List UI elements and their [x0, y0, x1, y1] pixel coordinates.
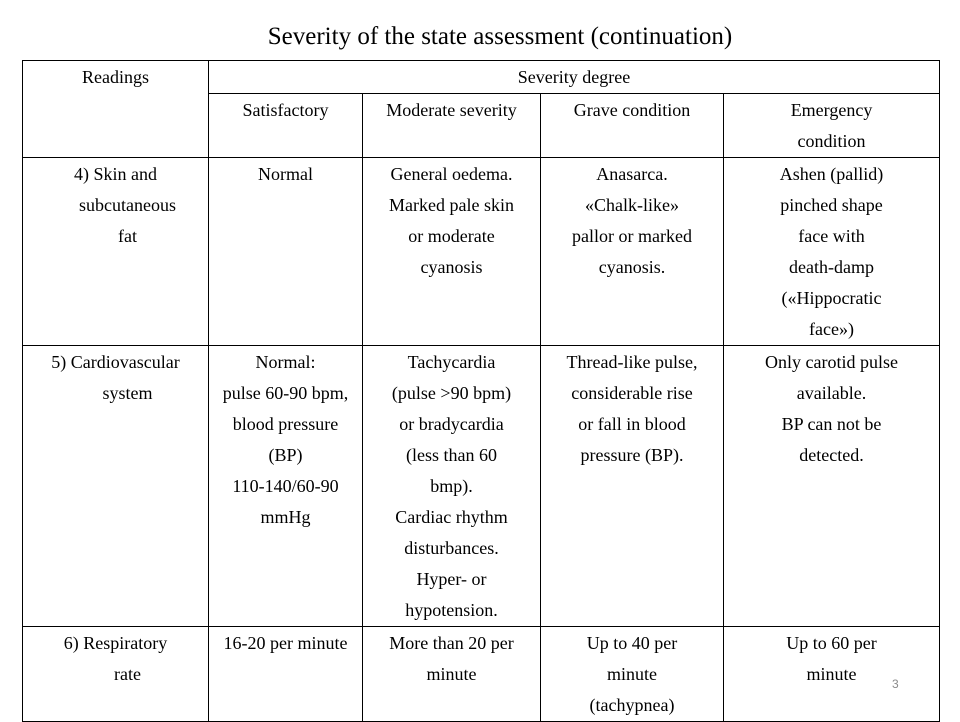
severity-degree-header: Severity degree [209, 61, 940, 94]
cell-moderate: More than 20 per minute [363, 627, 541, 722]
cell-emergency: Up to 60 per minute [724, 627, 940, 722]
row-label-cardiovascular [23, 346, 209, 627]
cell-satisfactory: 16-20 per minute [209, 627, 363, 722]
cell-moderate: General oedema. Marked pale skin or moderate cyanosis [363, 158, 541, 346]
table-row [23, 627, 940, 722]
row-label-respiratory [23, 627, 209, 722]
cell-moderate: Tachycardia (pulse >90 bpm) or bradycardia (less than 60 bmp). Cardiac rhythm disturbances. Hyper- or hypotension. [363, 346, 541, 627]
table-row [23, 158, 940, 346]
cell-emergency: Only carotid pulse available. BP can not be detected. [724, 346, 940, 627]
slide-title: Severity of the state assessment (continuation) [267, 23, 733, 50]
col-header-moderate: Moderate severity [363, 94, 541, 158]
cell-grave: Anasarca. «Chalk-like» pallor or marked cyanosis. [541, 158, 724, 346]
row-label-first-line: 6) Respiratory [63, 633, 168, 653]
severity-table [22, 60, 940, 722]
col-header-emergency: Emergency condition [724, 94, 940, 158]
cell-emergency: Ashen (pallid) pinched shape face with death-damp («Hippocratic face») [724, 158, 940, 346]
cell-grave: Thread-like pulse, considerable rise or fall in blood pressure (BP). [541, 346, 724, 627]
cell-grave: Up to 40 per minute (tachypnea) [541, 627, 724, 722]
row-label-continuation: rate [114, 664, 141, 684]
row-label-first-line: 5) Cardiovascular [51, 352, 180, 372]
cell-satisfactory: Normal: pulse 60-90 bpm, blood pressure (BP) 110-140/60-90 mmHg [209, 346, 363, 627]
col-header-grave: Grave condition [541, 94, 724, 158]
row-label-continuation: subcutaneous fat [79, 195, 176, 246]
page-number: 3 [892, 677, 899, 691]
readings-header: Readings [23, 61, 209, 158]
header-row [23, 61, 940, 94]
table-row [23, 346, 940, 627]
row-label-skin [23, 158, 209, 346]
cell-satisfactory: Normal [209, 158, 363, 346]
row-label-first-line: 4) Skin and [74, 164, 157, 184]
row-label-continuation: system [102, 383, 153, 403]
col-header-satisfactory: Satisfactory [209, 94, 363, 158]
